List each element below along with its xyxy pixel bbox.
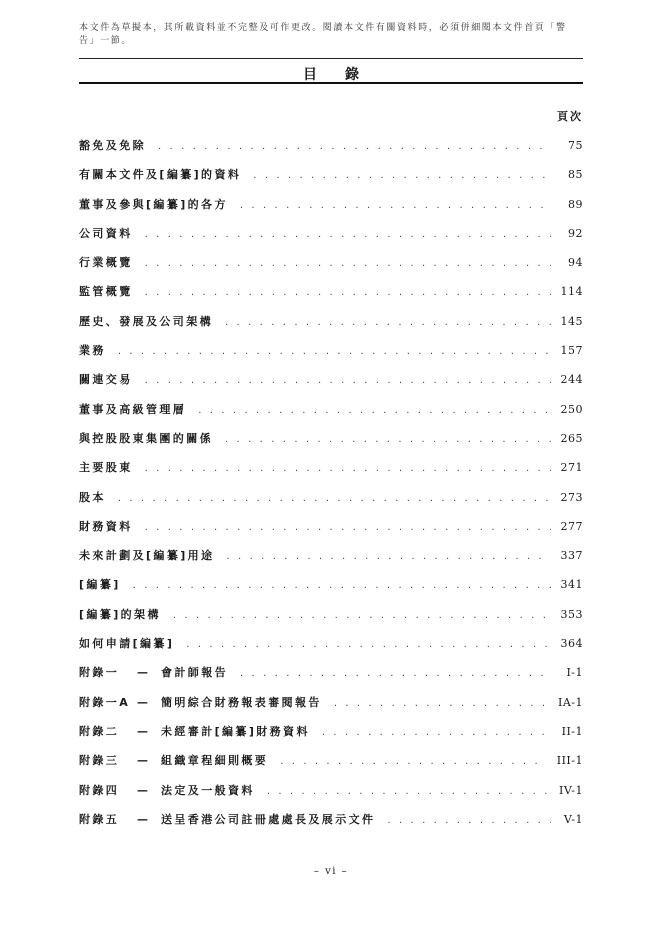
dot-leader xyxy=(133,580,551,591)
appendix-title: 簡明綜合財務報表審閱報告 xyxy=(161,695,322,709)
appendix-title: 未經審計[編纂]財務資料 xyxy=(161,724,310,738)
appendix-page: V-1 xyxy=(563,812,583,826)
appendix-dash: — xyxy=(137,754,148,768)
toc-entry-title: [編纂]的架構 xyxy=(79,607,161,621)
toc-entry[interactable] xyxy=(79,401,583,430)
dot-leader xyxy=(240,200,551,211)
appendix-dash: — xyxy=(137,812,148,826)
page-number: – vi – xyxy=(313,866,349,877)
appendix-dash: — xyxy=(137,695,148,709)
toc-entry[interactable] xyxy=(79,635,583,664)
appendix-label: 附錄三 xyxy=(79,754,120,768)
toc-entry[interactable] xyxy=(79,518,583,547)
appendix-title: 送呈香港公司註冊處處長及展示文件 xyxy=(161,812,376,826)
header-rule xyxy=(79,58,583,59)
toc-entry-title: [編纂] xyxy=(79,578,121,592)
appendix-entry[interactable] xyxy=(79,694,583,723)
dot-leader xyxy=(334,698,548,709)
appendix-title: 組織章程細則概要 xyxy=(161,754,269,768)
toc-entry-page: 364 xyxy=(560,637,583,651)
dot-leader xyxy=(322,727,551,738)
toc-entry-title: 董事及高級管理層 xyxy=(79,402,187,416)
appendix-label: 附錄一A xyxy=(79,695,131,709)
toc-entry-page: 265 xyxy=(560,431,583,445)
dot-leader xyxy=(267,786,549,797)
appendix-entry[interactable] xyxy=(79,752,583,781)
appendix-entry[interactable] xyxy=(79,723,583,752)
table-of-contents xyxy=(79,137,583,840)
toc-entry-title: 未來計劃及[編纂]用途 xyxy=(79,549,215,563)
toc-entry[interactable] xyxy=(79,342,583,371)
appendix-label: 附錄一 xyxy=(79,666,120,680)
appendix-page: IV-1 xyxy=(559,783,583,797)
dot-leader xyxy=(145,229,551,240)
toc-entry-page: 271 xyxy=(560,461,583,475)
toc-entry-title: 歷史、發展及公司架構 xyxy=(79,314,213,328)
appendix-label: 附錄四 xyxy=(79,783,120,797)
toc-entry[interactable] xyxy=(79,313,583,342)
toc-entry[interactable] xyxy=(79,254,583,283)
dot-leader xyxy=(145,287,551,298)
page-column-label: 頁次 xyxy=(557,110,583,123)
dot-leader xyxy=(225,317,551,328)
toc-entry-page: 92 xyxy=(568,226,583,240)
appendix-entry[interactable] xyxy=(79,664,583,693)
appendix-entry[interactable] xyxy=(79,782,583,811)
appendix-entry[interactable] xyxy=(79,811,583,840)
toc-entry-page: 250 xyxy=(560,402,583,416)
toc-entry-page: 273 xyxy=(560,490,583,504)
dot-leader xyxy=(145,375,551,386)
toc-entry-title: 關連交易 xyxy=(79,373,133,387)
toc-entry-title: 股本 xyxy=(79,490,106,504)
toc-entry[interactable] xyxy=(79,606,583,635)
toc-entry-page: 89 xyxy=(568,197,583,211)
toc-entry-page: 244 xyxy=(560,373,583,387)
toc-entry-title: 豁免及免除 xyxy=(79,139,146,152)
toc-entry-page: 337 xyxy=(560,549,583,563)
toc-entry-page: 85 xyxy=(568,168,583,182)
toc-entry-title: 行業概覽 xyxy=(79,256,133,270)
toc-entry-page: 341 xyxy=(560,578,583,592)
toc-entry-title: 監管概覽 xyxy=(79,285,133,299)
dot-leader xyxy=(186,639,550,650)
appendix-dash: — xyxy=(137,724,148,738)
appendix-label: 附錄五 xyxy=(79,812,120,826)
toc-entry[interactable] xyxy=(79,283,583,312)
toc-entry[interactable] xyxy=(79,196,583,225)
appendix-label: 附錄二 xyxy=(79,724,120,738)
toc-entry[interactable] xyxy=(79,576,583,605)
dot-leader xyxy=(158,141,551,152)
toc-entry-title: 主要股東 xyxy=(79,461,133,475)
dot-leader xyxy=(280,756,547,767)
toc-entry-title: 與控股股東集團的關係 xyxy=(79,431,213,445)
toc-entry-title: 財務資料 xyxy=(79,519,133,533)
toc-entry[interactable] xyxy=(79,489,583,518)
dot-leader xyxy=(145,463,551,474)
dot-leader xyxy=(253,170,551,181)
toc-entry-page: 114 xyxy=(560,285,583,299)
appendix-dash: — xyxy=(137,783,148,797)
dot-leader xyxy=(145,258,551,269)
toc-entry[interactable] xyxy=(79,166,583,195)
toc-entry-title: 如何申請[編纂] xyxy=(79,637,175,651)
toc-entry-page: 94 xyxy=(568,256,583,270)
toc-entry-title: 公司資料 xyxy=(79,226,133,240)
toc-entry-title: 有關本文件及[編纂]的資料 xyxy=(79,168,242,182)
toc-entry-page: 145 xyxy=(560,314,583,328)
toc-entry[interactable] xyxy=(79,137,583,166)
toc-entry[interactable] xyxy=(79,371,583,400)
dot-leader xyxy=(118,493,551,504)
toc-entry-title: 業務 xyxy=(79,344,106,358)
dot-leader xyxy=(240,668,551,679)
appendix-title: 法定及一般資料 xyxy=(161,783,255,797)
appendix-page: IA-1 xyxy=(557,695,583,709)
dot-leader xyxy=(225,434,551,445)
draft-disclaimer: 本文件為草擬本，其所載資料並不完整及可作更改。閱讀本文件有關資料時，必須併細閱本文件首頁「警告」一節。 xyxy=(79,23,567,46)
toc-entry[interactable] xyxy=(79,225,583,254)
toc-entry[interactable] xyxy=(79,430,583,459)
toc-entry[interactable] xyxy=(79,459,583,488)
dot-leader xyxy=(173,610,551,621)
appendix-page: III-1 xyxy=(556,754,583,768)
dot-leader xyxy=(226,551,550,562)
appendix-dash: — xyxy=(137,666,148,680)
appendix-page: II-1 xyxy=(561,724,583,738)
appendix-title: 會計師報告 xyxy=(161,666,228,680)
toc-entry-page: 277 xyxy=(560,519,583,533)
dot-leader xyxy=(145,522,551,533)
title-rule xyxy=(79,82,583,84)
toc-entry[interactable] xyxy=(79,547,583,576)
dot-leader xyxy=(118,346,551,357)
appendix-page: I-1 xyxy=(566,666,583,680)
toc-entry-page: 157 xyxy=(560,344,583,358)
toc-entry-page: 75 xyxy=(568,139,583,152)
dot-leader xyxy=(198,405,550,416)
toc-entry-title: 董事及參與[編纂]的各方 xyxy=(79,197,228,211)
dot-leader xyxy=(387,815,551,826)
toc-entry-page: 353 xyxy=(560,607,583,621)
page-title: 目錄 xyxy=(303,67,387,83)
